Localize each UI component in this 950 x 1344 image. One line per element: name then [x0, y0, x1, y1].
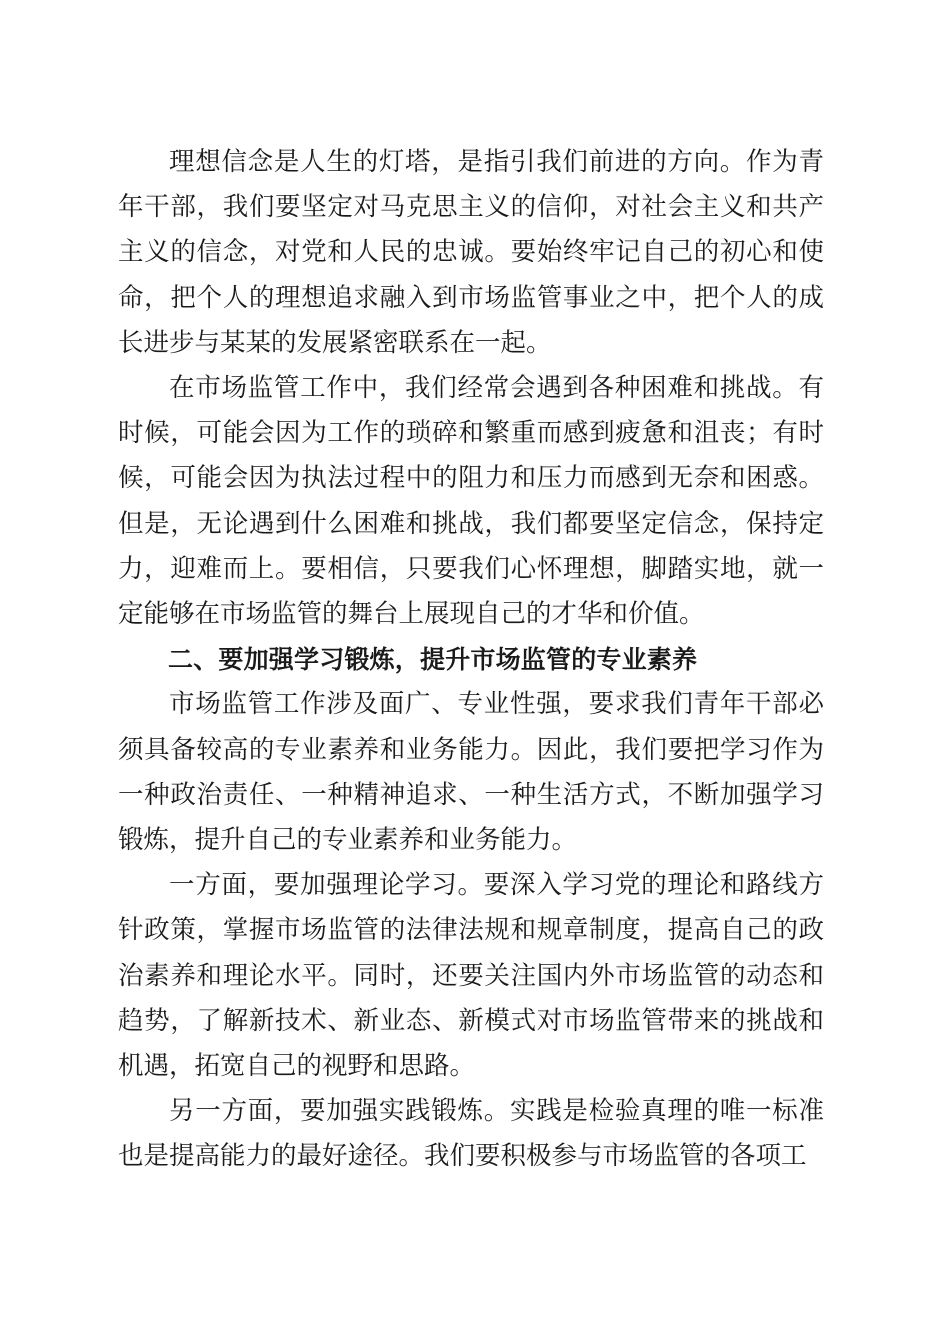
section-heading: 二、要加强学习锻炼，提升市场监管的专业素养 [168, 645, 698, 675]
document-page [118, 140, 824, 1180]
paragraph-theory-study: 一方面，要加强理论学习。要深入学习党的理论和路线方针政策，掌握市场监管的法律法规和规章制度，提高自己的政治素养和理论水平。同时，还要关注国内外市场监管的动态和趋势，了解新技术、新业态、新模式对市场监管带来的挑战和机遇，拓宽自己的视野和思路。 [118, 870, 824, 1082]
paragraph-challenges: 在市场监管工作中，我们经常会遇到各种困难和挑战。有时候，可能会因为工作的琐碎和繁重而感到疲惫和沮丧；有时候，可能会因为执法过程中的阻力和压力而感到无奈和困惑。但是，无论遇到什么困难和挑战，我们都要坚定信念，保持定力，迎难而上。要相信，只要我们心怀理想，脚踏实地，就一定能够在市场监管的舞台上展现自己的才华和价值。 [118, 373, 824, 630]
paragraph-professional-quality: 市场监管工作涉及面广、专业性强，要求我们青年干部必须具备较高的专业素养和业务能力。因此，我们要把学习作为一种政治责任、一种精神追求、一种生活方式，不断加强学习锻炼，提升自己的专业素养和业务能力。 [118, 689, 824, 856]
paragraph-ideals: 理想信念是人生的灯塔，是指引我们前进的方向。作为青年干部，我们要坚定对马克思主义的信仰，对社会主义和共产主义的信念，对党和人民的忠诚。要始终牢记自己的初心和使命，把个人的理想追求融入到市场监管事业之中，把个人的成长进步与某某的发展紧密联系在一起。 [118, 147, 824, 358]
paragraph-practice: 另一方面，要加强实践锻炼。实践是检验真理的唯一标准也是提高能力的最好途径。我们要积极参与市场监管的各项工 [118, 1096, 824, 1172]
